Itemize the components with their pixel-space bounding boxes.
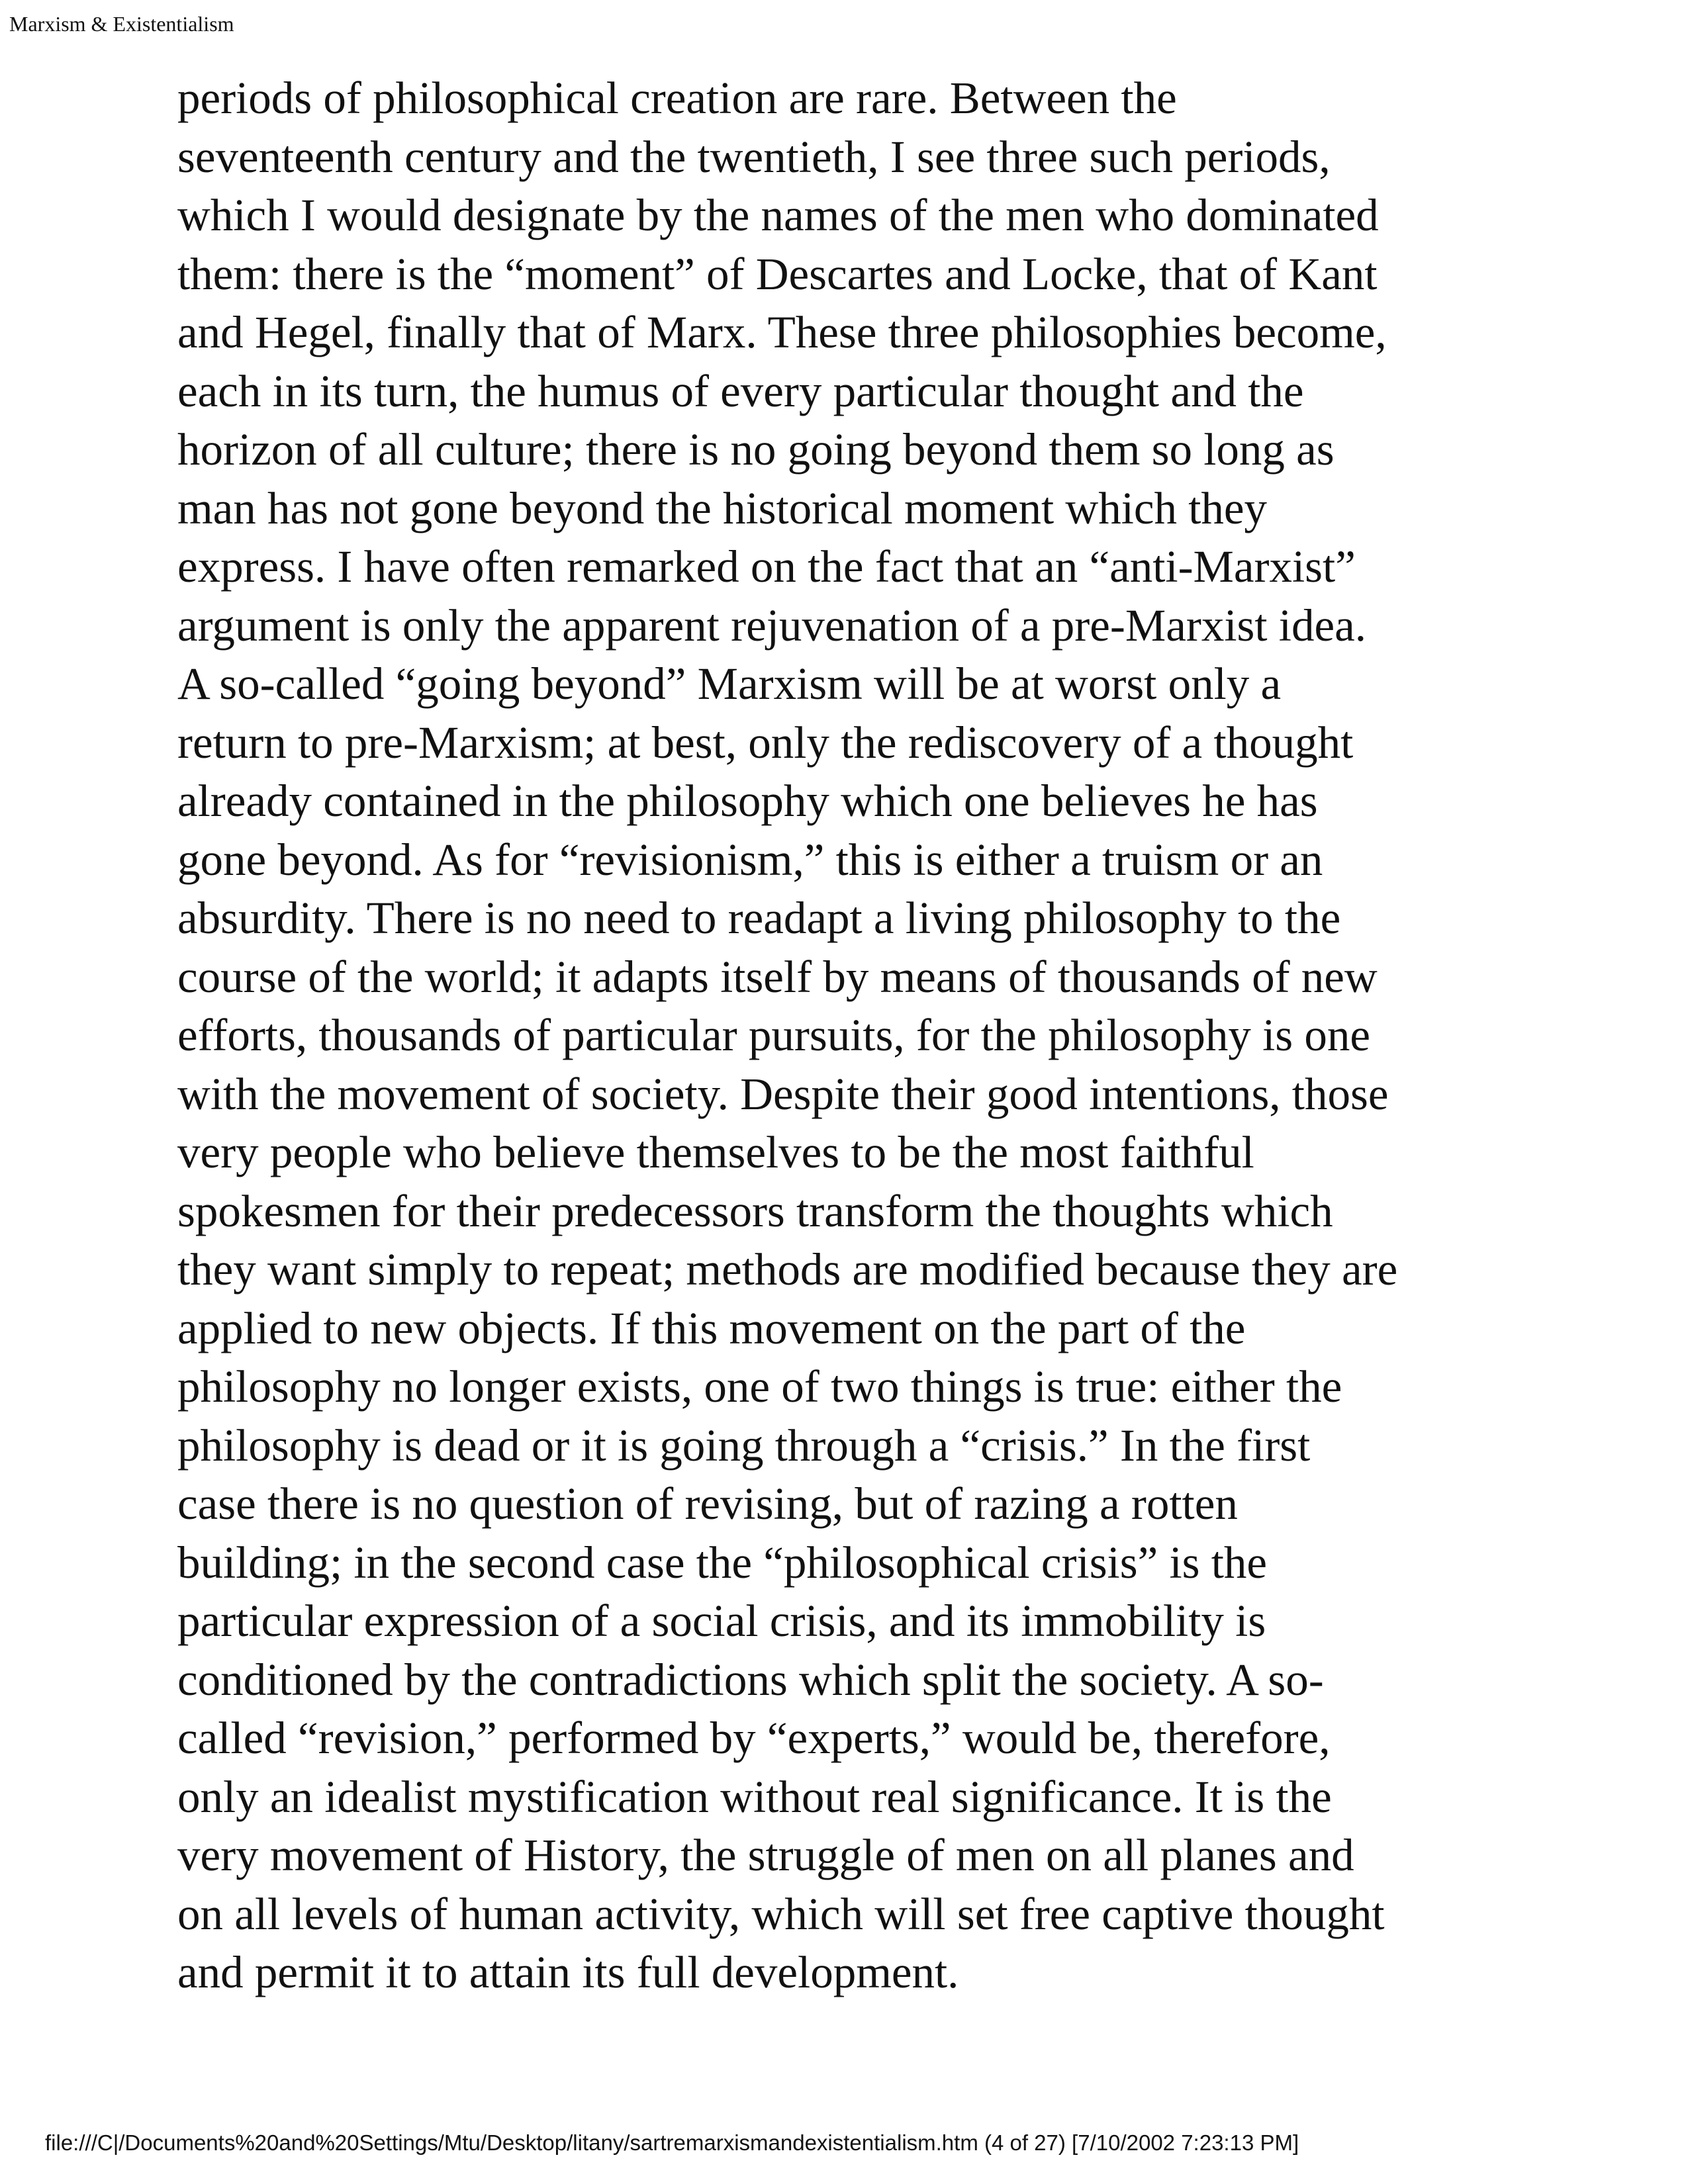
text-line: them: there is the “moment” of Descartes and Locke, that of Kant (177, 248, 1378, 299)
text-line: man has not gone beyond the historical moment which they (177, 482, 1268, 533)
text-line: already contained in the philosophy which one believes he has (177, 776, 1318, 826)
text-line: and Hegel, finally that of Marx. These three philosophies become, (177, 307, 1387, 357)
text-line: conditioned by the contradictions which split the society. A so- (177, 1654, 1324, 1705)
text-line: seventeenth century and the twentieth, I see three such periods, (177, 131, 1331, 182)
text-line: course of the world; it adapts itself by means of thousands of new (177, 951, 1378, 1002)
text-line: philosophy is dead or it is going through a “crisis.” In the first (177, 1420, 1311, 1471)
text-line: very people who believe themselves to be the most faithful (177, 1127, 1254, 1177)
text-line: philosophy no longer exists, one of two things is true: either the (177, 1361, 1342, 1412)
text-line: argument is only the apparent rejuvenation of a pre-Marxist idea. (177, 600, 1366, 651)
text-line: return to pre-Marxism; at best, only the rediscovery of a thought (177, 717, 1354, 768)
text-line: horizon of all culture; there is no going beyond them so long as (177, 424, 1335, 475)
page-footer-url: file:///C|/Documents%20and%20Settings/Mtu/Desktop/litany/sartremarxismandexistentialism.htm (4 of 27) [7/10/2002 7:23:13 PM] (45, 2130, 1299, 2155)
text-line: each in its turn, the humus of every particular thought and the (177, 365, 1304, 416)
text-line: very movement of History, the struggle of men on all planes and (177, 1830, 1354, 1880)
text-line: particular expression of a social crisis, and its immobility is (177, 1596, 1266, 1646)
text-line: periods of philosophical creation are rare. Between the (177, 73, 1177, 123)
body-paragraph (177, 69, 1647, 2002)
text-line: with the movement of society. Despite their good intentions, those (177, 1068, 1389, 1119)
text-line: on all levels of human activity, which will set free captive thought (177, 1888, 1385, 1939)
text-line: applied to new objects. If this movement on the part of the (177, 1302, 1246, 1353)
text-line: called “revision,” performed by “experts,” would be, therefore, (177, 1713, 1331, 1763)
text-line: express. I have often remarked on the fact that an “anti-Marxist” (177, 541, 1356, 592)
text-line: spokesmen for their predecessors transform the thoughts which (177, 1185, 1333, 1236)
text-line: A so-called “going beyond” Marxism will be at worst only a (177, 659, 1282, 709)
text-line: and permit it to attain its full development. (177, 1947, 959, 1997)
page-header-title: Marxism & Existentialism (9, 12, 234, 36)
text-line: only an idealist mystification without real significance. It is the (177, 1771, 1332, 1822)
text-line: which I would designate by the names of the men who dominated (177, 190, 1379, 240)
text-line: building; in the second case the “philosophical crisis” is the (177, 1537, 1268, 1588)
text-line: gone beyond. As for “revisionism,” this is either a truism or an (177, 834, 1323, 885)
text-line: absurdity. There is no need to readapt a living philosophy to the (177, 893, 1341, 943)
text-line: they want simply to repeat; methods are modified because they are (177, 1244, 1398, 1295)
text-line: case there is no question of revising, but of razing a rotten (177, 1479, 1238, 1529)
text-line: efforts, thousands of particular pursuits, for the philosophy is one (177, 1010, 1371, 1060)
